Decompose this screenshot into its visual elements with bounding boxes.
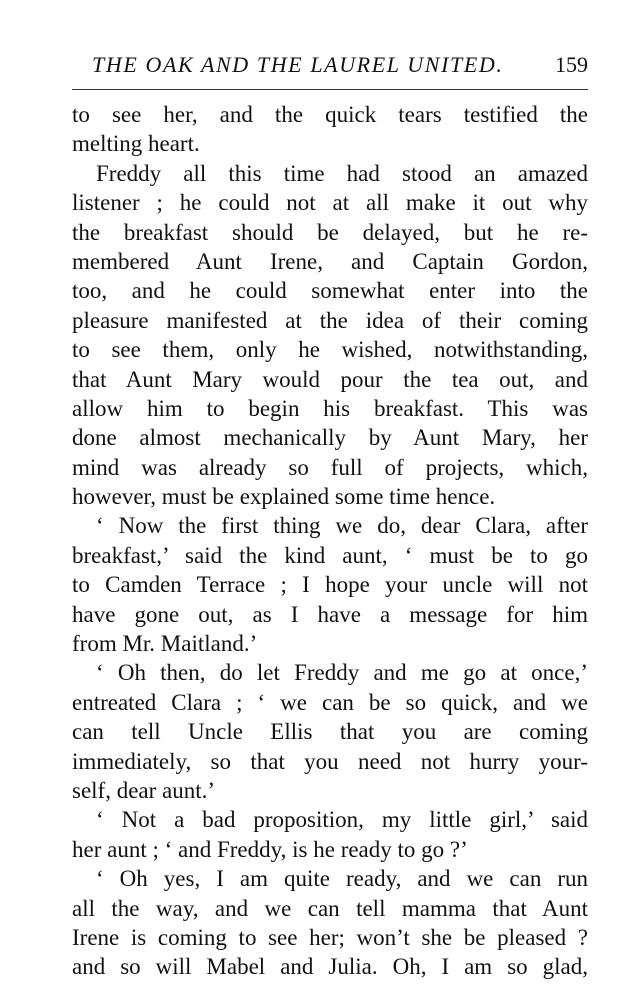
text-line: membered Aunt Irene, and Captain Gordon, xyxy=(72,248,588,274)
text-line: her aunt ; ‘ and Freddy, is he ready to go ?’ xyxy=(72,836,468,862)
text-line: melting heart. xyxy=(72,131,200,157)
text-line: to Camden Terrace ; I hope your uncle will not xyxy=(72,572,588,598)
text-line: have gone out, as I have a message for him xyxy=(72,601,588,627)
text-line: self, dear aunt.’ xyxy=(72,777,216,803)
text-line: ‘ Oh yes, I am quite ready, and we can run xyxy=(96,866,588,892)
text-line: immediately, so that you need not hurry your- xyxy=(72,748,588,774)
body-text xyxy=(72,100,588,982)
page-header xyxy=(72,52,588,86)
text-line: ‘ Not a bad proposition, my little girl,’ said xyxy=(96,807,588,833)
text-line: can tell Uncle Ellis that you are coming xyxy=(72,719,588,745)
running-title: THE OAK AND THE LAUREL UNITED. xyxy=(92,52,504,77)
text-line: all the way, and we can tell mamma that Aunt xyxy=(72,895,588,921)
text-line: entreated Clara ; ‘ we can be so quick, and we xyxy=(72,689,588,715)
text-line: however, must be explained some time hence. xyxy=(72,484,496,510)
text-line: mind was already so full of projects, which, xyxy=(72,454,588,480)
text-line: ‘ Now the first thing we do, dear Clara, after xyxy=(96,513,588,539)
text-line: allow him to begin his breakfast. This was xyxy=(72,395,588,421)
text-line: ‘ Oh then, do let Freddy and me go at once,’ xyxy=(96,660,588,686)
page-number: 159 xyxy=(555,52,588,77)
text-line: from Mr. Maitland.’ xyxy=(72,631,258,657)
text-line: to see her, and the quick tears testified the xyxy=(72,102,588,127)
text-line: and so will Mabel and Julia. Oh, I am so glad, xyxy=(72,954,588,980)
text-line: Irene is coming to see her; won’t she be pleased ? xyxy=(72,924,588,950)
text-line: listener ; he could not at all make it out why xyxy=(72,190,588,216)
text-line: breakfast,’ said the kind aunt, ‘ must be to go xyxy=(72,542,588,568)
text-line: too, and he could somewhat enter into the xyxy=(72,278,588,304)
text-line: to see them, only he wished, notwithstanding, xyxy=(72,337,588,363)
text-line: Freddy all this time had stood an amazed xyxy=(96,160,588,186)
header-rule xyxy=(72,89,588,90)
text-line: the breakfast should be delayed, but he re- xyxy=(72,219,588,245)
text-line: done almost mechanically by Aunt Mary, her xyxy=(72,425,588,451)
text-line: that Aunt Mary would pour the tea out, and xyxy=(72,366,588,392)
text-line: pleasure manifested at the idea of their coming xyxy=(72,307,588,333)
